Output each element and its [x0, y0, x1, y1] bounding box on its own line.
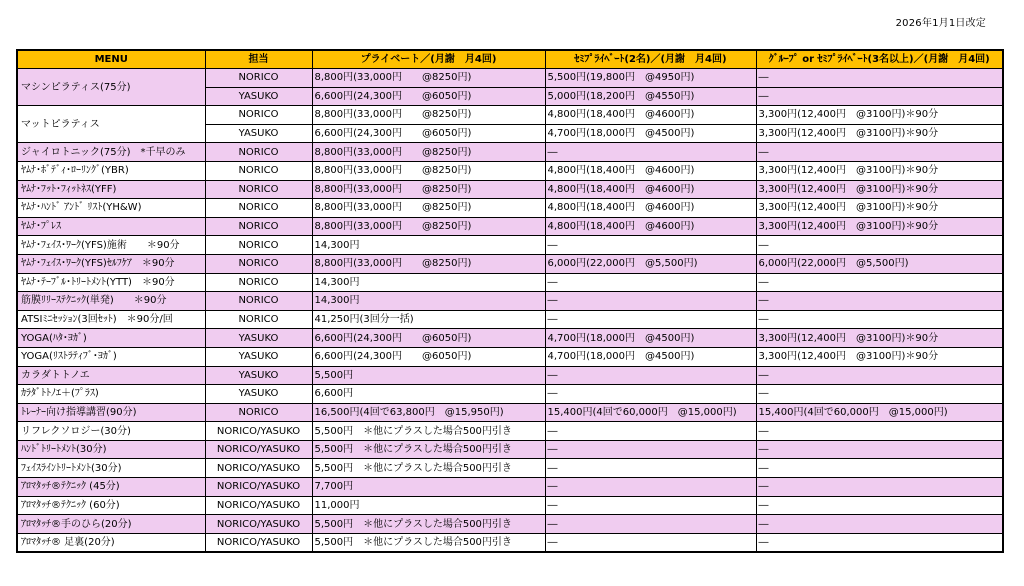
table-row — [17, 459, 1003, 478]
staff: NORICO — [205, 254, 312, 273]
menu-name: ﾔﾑﾅ･ﾃｰﾌﾞﾙ･ﾄﾘｰﾄﾒﾝﾄ(YTT) ＊90分 — [17, 273, 205, 292]
table-row — [17, 440, 1003, 459]
semi-private-price: 4,800円(18,400円 @4600円) — [545, 199, 756, 218]
staff: YASUKO — [205, 329, 312, 348]
semi-private-price: ― — [545, 459, 756, 478]
staff: NORICO/YASUKO — [205, 422, 312, 441]
group-price: ― — [756, 496, 1003, 515]
private-price: 14,300円 — [312, 292, 545, 311]
semi-private-price: ― — [545, 310, 756, 329]
table-header-row — [17, 50, 1003, 69]
group-price: ― — [756, 273, 1003, 292]
menu-name: ﾔﾑﾅ･ﾌｯﾄ･ﾌｨｯﾄﾈｽ(YFF) — [17, 180, 205, 199]
table-row — [17, 69, 1003, 88]
staff: NORICO — [205, 199, 312, 218]
semi-private-price: 4,700円(18,000円 @4500円) — [545, 329, 756, 348]
staff: NORICO/YASUKO — [205, 533, 312, 552]
semi-private-price: ― — [545, 292, 756, 311]
menu-name: ｱﾛﾏﾀｯﾁ®ﾃｸﾆｯｸ (60分) — [17, 496, 205, 515]
table-row — [17, 385, 1003, 404]
private-price: 7,700円 — [312, 478, 545, 497]
table-row — [17, 347, 1003, 366]
table-row — [17, 422, 1003, 441]
table-row — [17, 403, 1003, 422]
group-price: 15,400円(4回で60,000円 @15,000円) — [756, 403, 1003, 422]
group-price: 3,300円(12,400円 @3100円)＊90分 — [756, 347, 1003, 366]
header-staff: 担当 — [205, 50, 312, 69]
menu-name: ｱﾛﾏﾀｯﾁ® 足裏(20分) — [17, 533, 205, 552]
staff: NORICO — [205, 403, 312, 422]
semi-private-price: ― — [545, 366, 756, 385]
private-price: 5,500円 ＊他にプラスした場合500円引き — [312, 422, 545, 441]
table-row — [17, 217, 1003, 236]
semi-private-price: ― — [545, 515, 756, 534]
semi-private-price: 5,500円(19,800円 @4950円) — [545, 69, 756, 88]
private-price: 14,300円 — [312, 273, 545, 292]
private-price: 5,500円 ＊他にプラスした場合500円引き — [312, 459, 545, 478]
private-price: 8,800円(33,000円 @8250円) — [312, 199, 545, 218]
semi-private-price: ― — [545, 422, 756, 441]
group-price: ― — [756, 236, 1003, 255]
menu-name: カラダトトノエ — [17, 366, 205, 385]
staff: NORICO/YASUKO — [205, 440, 312, 459]
staff: NORICO/YASUKO — [205, 496, 312, 515]
private-price: 8,800円(33,000円 @8250円) — [312, 217, 545, 236]
table-row — [17, 366, 1003, 385]
group-price: ― — [756, 459, 1003, 478]
private-price: 5,500円 ＊他にプラスした場合500円引き — [312, 440, 545, 459]
menu-name: ﾔﾑﾅ･ﾎﾞﾃﾞｨ･ﾛｰﾘﾝｸﾞ(YBR) — [17, 161, 205, 180]
group-price: ― — [756, 385, 1003, 404]
table-row — [17, 533, 1003, 552]
table-row — [17, 292, 1003, 311]
menu-name: ﾊﾝﾄﾞﾄﾘｰﾄﾒﾝﾄ(30分) — [17, 440, 205, 459]
table-row — [17, 106, 1003, 125]
menu-price-table — [16, 49, 1004, 553]
staff: NORICO — [205, 236, 312, 255]
menu-name: 筋膜ﾘﾘｰｽﾃｸﾆｯｸ(単発) ＊90分 — [17, 292, 205, 311]
header-menu: MENU — [17, 50, 205, 69]
private-price: 6,600円(24,300円 @6050円) — [312, 87, 545, 106]
staff: NORICO — [205, 161, 312, 180]
staff: YASUKO — [205, 87, 312, 106]
semi-private-price: ― — [545, 273, 756, 292]
private-price: 41,250円(3回分一括) — [312, 310, 545, 329]
private-price: 5,500円 ＊他にプラスした場合500円引き — [312, 515, 545, 534]
group-price: ― — [756, 422, 1003, 441]
semi-private-price: 15,400円(4回で60,000円 @15,000円) — [545, 403, 756, 422]
private-price: 8,800円(33,000円 @8250円) — [312, 180, 545, 199]
semi-private-price: 4,800円(18,400円 @4600円) — [545, 106, 756, 125]
group-price: ― — [756, 533, 1003, 552]
table-row — [17, 478, 1003, 497]
staff: NORICO — [205, 292, 312, 311]
group-price: 3,300円(12,400円 @3100円)＊90分 — [756, 329, 1003, 348]
menu-name: ﾔﾑﾅ･ﾊﾝﾄﾞ ｱﾝﾄﾞ ﾘｽﾄ(YH&W) — [17, 199, 205, 218]
group-price: 3,300円(12,400円 @3100円)＊90分 — [756, 124, 1003, 143]
group-price: ― — [756, 440, 1003, 459]
revision-date: 2026年1月1日改定 — [895, 18, 986, 29]
private-price: 5,500円 ＊他にプラスした場合500円引き — [312, 533, 545, 552]
table-row — [17, 329, 1003, 348]
semi-private-price: ― — [545, 496, 756, 515]
table-row — [17, 236, 1003, 255]
table-row — [17, 496, 1003, 515]
table-row — [17, 254, 1003, 273]
semi-private-price: ― — [545, 236, 756, 255]
group-price: 3,300円(12,400円 @3100円)＊90分 — [756, 106, 1003, 125]
staff: NORICO — [205, 180, 312, 199]
semi-private-price: ― — [545, 440, 756, 459]
staff: NORICO/YASUKO — [205, 459, 312, 478]
menu-name: マシンピラティス(75分) — [17, 69, 205, 106]
menu-name: ﾔﾑﾅ･ﾌｪｲｽ･ﾜｰｸ(YFS)施術 ＊90分 — [17, 236, 205, 255]
group-price: ― — [756, 366, 1003, 385]
menu-name: マットピラティス — [17, 106, 205, 143]
group-price: ― — [756, 292, 1003, 311]
semi-private-price: 4,800円(18,400円 @4600円) — [545, 180, 756, 199]
staff: NORICO/YASUKO — [205, 515, 312, 534]
staff: NORICO — [205, 69, 312, 88]
semi-private-price: 6,000円(22,000円 @5,500円) — [545, 254, 756, 273]
group-price: ― — [756, 143, 1003, 162]
group-price: ― — [756, 310, 1003, 329]
menu-name: ﾄﾚｰﾅｰ向け指導講習(90分) — [17, 403, 205, 422]
table-row — [17, 273, 1003, 292]
table-row — [17, 161, 1003, 180]
group-price: 6,000円(22,000円 @5,500円) — [756, 254, 1003, 273]
private-price: 8,800円(33,000円 @8250円) — [312, 106, 545, 125]
private-price: 16,500円(4回で63,800円 @15,950円) — [312, 403, 545, 422]
private-price: 11,000円 — [312, 496, 545, 515]
staff: NORICO — [205, 273, 312, 292]
menu-name: ｱﾛﾏﾀｯﾁ®手のひら(20分) — [17, 515, 205, 534]
private-price: 6,600円 — [312, 385, 545, 404]
group-price: ― — [756, 69, 1003, 88]
semi-private-price: 4,800円(18,400円 @4600円) — [545, 161, 756, 180]
staff: YASUKO — [205, 124, 312, 143]
group-price: 3,300円(12,400円 @3100円)＊90分 — [756, 161, 1003, 180]
private-price: 6,600円(24,300円 @6050円) — [312, 347, 545, 366]
staff: NORICO — [205, 217, 312, 236]
staff: NORICO/YASUKO — [205, 478, 312, 497]
header-semi-private: ｾﾐﾌﾟﾗｲﾍﾞｰﾄ(2名)／(月謝 月4回) — [545, 50, 756, 69]
semi-private-price: 4,800円(18,400円 @4600円) — [545, 217, 756, 236]
semi-private-price: 4,700円(18,000円 @4500円) — [545, 347, 756, 366]
menu-name: YOGA(ﾊﾀ･ﾖｶﾞ) — [17, 329, 205, 348]
table-row — [17, 515, 1003, 534]
semi-private-price: ― — [545, 533, 756, 552]
menu-name: ｶﾗﾀﾞﾄﾄﾉｴ＋(ﾌﾟﾗｽ) — [17, 385, 205, 404]
private-price: 5,500円 — [312, 366, 545, 385]
private-price: 6,600円(24,300円 @6050円) — [312, 124, 545, 143]
group-price: 3,300円(12,400円 @3100円)＊90分 — [756, 180, 1003, 199]
menu-name: ﾔﾑﾅ･ﾌｪｲｽ･ﾜｰｸ(YFS)ｾﾙﾌｹｱ ＊90分 — [17, 254, 205, 273]
staff: NORICO — [205, 310, 312, 329]
private-price: 8,800円(33,000円 @8250円) — [312, 161, 545, 180]
table-row — [17, 180, 1003, 199]
private-price: 8,800円(33,000円 @8250円) — [312, 69, 545, 88]
menu-name: ﾌｪｲｽﾗｲﾝﾄﾘｰﾄﾒﾝﾄ(30分) — [17, 459, 205, 478]
staff: NORICO — [205, 143, 312, 162]
header-group: ｸﾞﾙｰﾌﾟ or ｾﾐﾌﾟﾗｲﾍﾞｰﾄ(3名以上)／(月謝 月4回) — [756, 50, 1003, 69]
semi-private-price: 5,000円(18,200円 @4550円) — [545, 87, 756, 106]
semi-private-price: ― — [545, 143, 756, 162]
menu-name: リフレクソロジー(30分) — [17, 422, 205, 441]
group-price: ― — [756, 87, 1003, 106]
group-price: 3,300円(12,400円 @3100円)＊90分 — [756, 199, 1003, 218]
semi-private-price: 4,700円(18,000円 @4500円) — [545, 124, 756, 143]
menu-name: ｱﾛﾏﾀｯﾁ®ﾃｸﾆｯｸ (45分) — [17, 478, 205, 497]
staff: YASUKO — [205, 366, 312, 385]
semi-private-price: ― — [545, 478, 756, 497]
staff: NORICO — [205, 106, 312, 125]
private-price: 6,600円(24,300円 @6050円) — [312, 329, 545, 348]
group-price: ― — [756, 478, 1003, 497]
header-private: プライベート／(月謝 月4回) — [312, 50, 545, 69]
staff: YASUKO — [205, 385, 312, 404]
table-row — [17, 199, 1003, 218]
table-row — [17, 143, 1003, 162]
menu-name: ATSIﾐﾆｾｯｼｮﾝ(3回ｾｯﾄ) ＊90分/回 — [17, 310, 205, 329]
table-row — [17, 310, 1003, 329]
menu-name: YOGA(ﾘｽﾄﾗﾃｨﾌﾞ･ﾖｶﾞ) — [17, 347, 205, 366]
semi-private-price: ― — [545, 385, 756, 404]
group-price: 3,300円(12,400円 @3100円)＊90分 — [756, 217, 1003, 236]
menu-name: ジャイロトニック(75分) *千早のみ — [17, 143, 205, 162]
private-price: 14,300円 — [312, 236, 545, 255]
private-price: 8,800円(33,000円 @8250円) — [312, 254, 545, 273]
group-price: ― — [756, 515, 1003, 534]
private-price: 8,800円(33,000円 @8250円) — [312, 143, 545, 162]
menu-name: ﾔﾑﾅ･ﾌﾟﾚｽ — [17, 217, 205, 236]
staff: YASUKO — [205, 347, 312, 366]
